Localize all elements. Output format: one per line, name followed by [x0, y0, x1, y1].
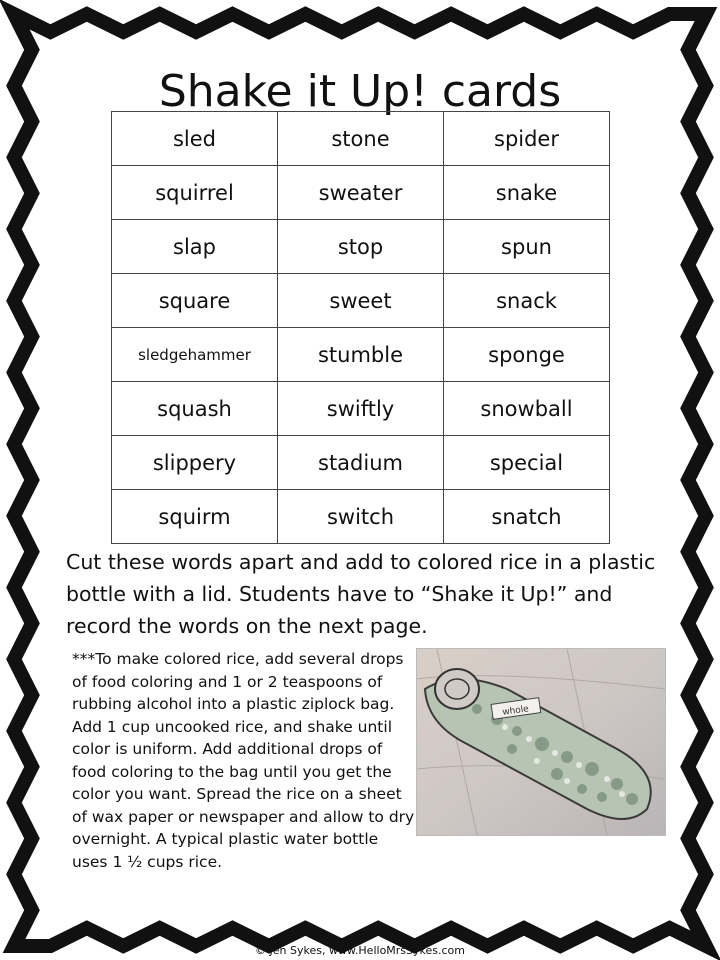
word-card: snatch [444, 490, 610, 544]
page-title: Shake it Up! cards [158, 66, 562, 117]
word-card: snake [444, 166, 610, 220]
word-card: swiftly [278, 382, 444, 436]
word-row [112, 436, 610, 490]
copyright-footer: © Jen Sykes, www.HelloMrsSykes.com [255, 944, 465, 957]
word-row [112, 220, 610, 274]
colored-rice-note: ***To make colored rice, add several drops of food coloring and 1 or 2 teaspoons of rubbing alcohol into a plastic ziplock bag. Add 1 cup uncooked rice, and shake until color is uniform. Add additional drops of food coloring to the bag until you get the color you want. Spread the rice on a sheet of wax paper or newspaper and allow to dry overnight. A typical plastic water bottle uses 1 ½ cups rice. [72, 650, 415, 871]
word-row [112, 166, 610, 220]
word-card: sweet [278, 274, 444, 328]
word-card-table [111, 111, 610, 544]
word-card: squirm [112, 490, 278, 544]
word-row [112, 328, 610, 382]
word-row [112, 382, 610, 436]
bottle-label-text: whole [501, 704, 530, 718]
word-card: spun [444, 220, 610, 274]
word-card: sweater [278, 166, 444, 220]
word-card: stadium [278, 436, 444, 490]
word-card: spider [444, 112, 610, 166]
word-card: sponge [444, 328, 610, 382]
word-row [112, 490, 610, 544]
word-card: stone [278, 112, 444, 166]
word-card: switch [278, 490, 444, 544]
rice-bottle-photo [416, 648, 666, 836]
word-card: snowball [444, 382, 610, 436]
word-card: snack [444, 274, 610, 328]
instructions-text: Cut these words apart and add to colored rice in a plastic bottle with a lid. Students have to “Shake it Up!” and record the words on the next page. [66, 550, 656, 638]
word-card: squirrel [112, 166, 278, 220]
word-card: special [444, 436, 610, 490]
word-row [112, 274, 610, 328]
word-card: square [112, 274, 278, 328]
word-card: sledgehammer [112, 328, 278, 382]
word-card: sled [112, 112, 278, 166]
word-row [112, 112, 610, 166]
word-card: squash [112, 382, 278, 436]
word-card: stop [278, 220, 444, 274]
word-card: stumble [278, 328, 444, 382]
word-card: slippery [112, 436, 278, 490]
word-card: slap [112, 220, 278, 274]
